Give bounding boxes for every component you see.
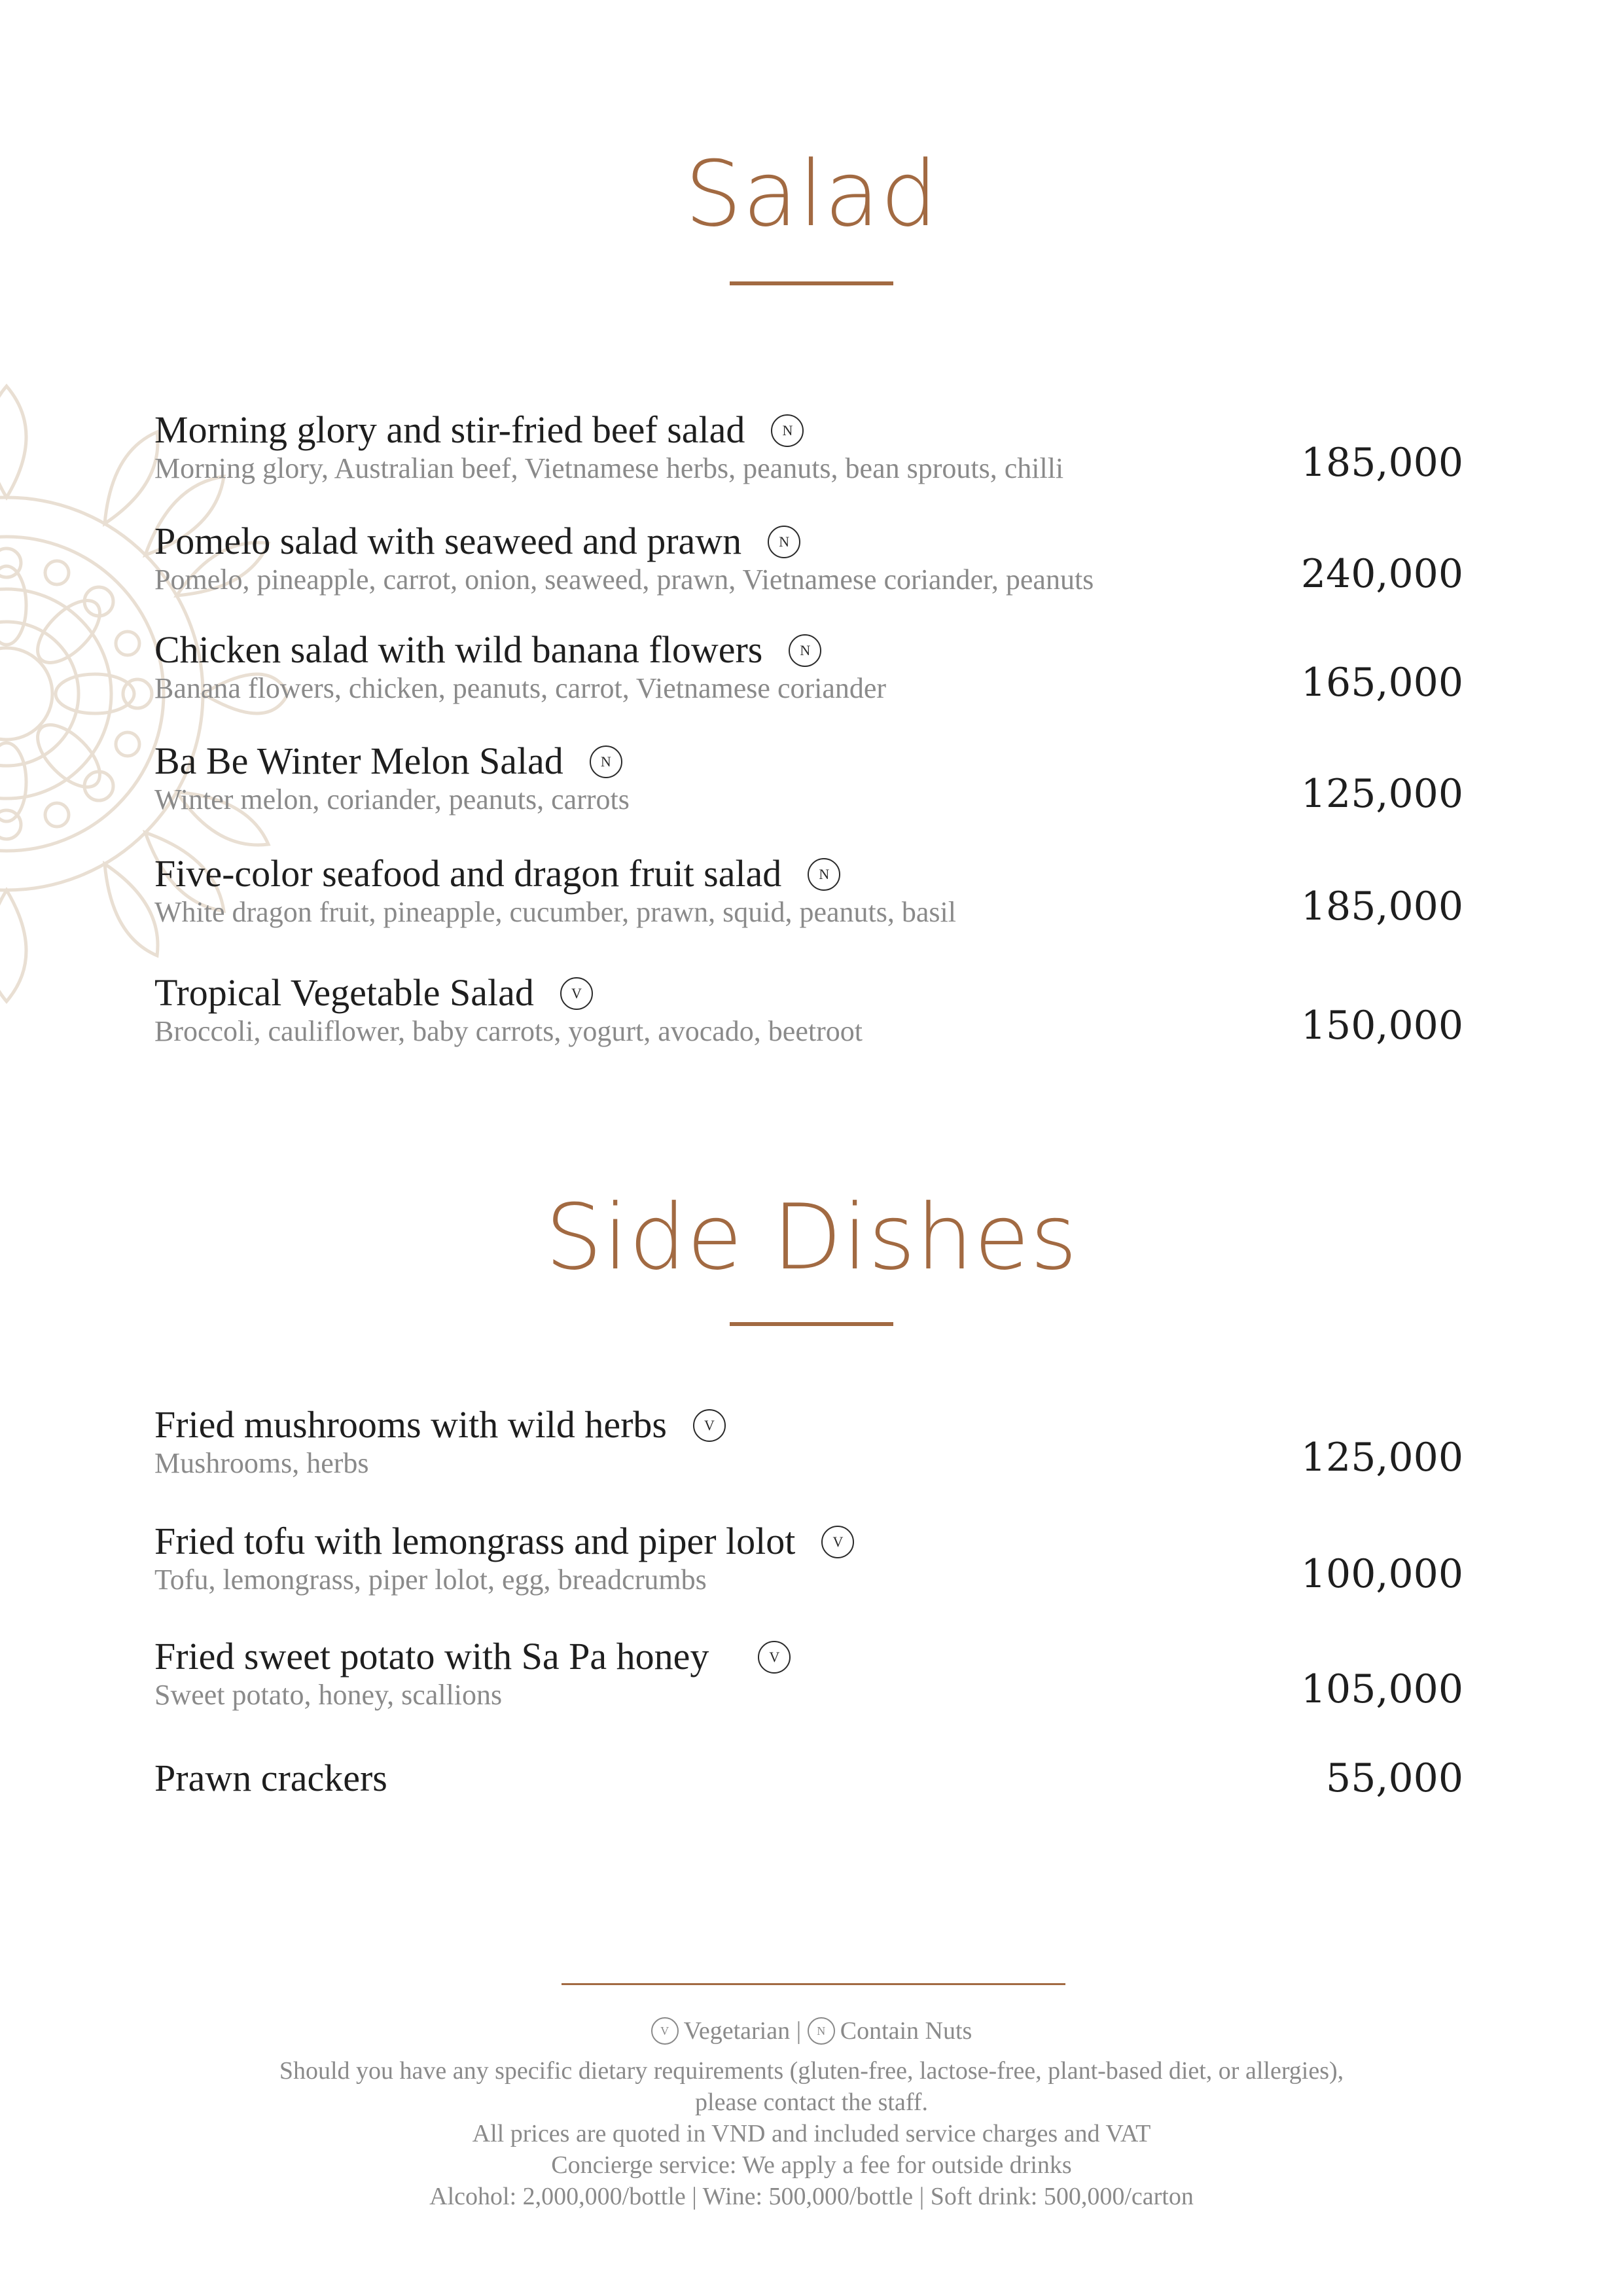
legend-vegetarian-label: Vegetarian xyxy=(683,2017,791,2045)
nuts-badge-icon: N xyxy=(808,2017,835,2045)
item-name: Ba Be Winter Melon Salad xyxy=(154,740,563,782)
outside-drinks-fees: Alcohol: 2,000,000/bottle | Wine: 500,000/bottle | Soft drink: 500,000/carton xyxy=(429,2183,1194,2210)
salad-section-title: Salad xyxy=(685,141,938,247)
item-name: Morning glory and stir-fried beef salad xyxy=(154,408,745,451)
item-description: Broccoli, cauliflower, baby carrots, yogurt, avocado, beetroot xyxy=(154,1015,863,1047)
item-name: Prawn crackers xyxy=(154,1757,387,1799)
item-price: 125,000 xyxy=(1300,771,1463,817)
footer-notes xyxy=(131,2055,1492,2212)
item-price: 100,000 xyxy=(1300,1551,1463,1597)
menu-item xyxy=(154,518,1463,617)
menu-item xyxy=(154,1634,1463,1732)
nuts-badge-icon: N xyxy=(771,414,804,447)
item-price: 185,000 xyxy=(1300,884,1463,929)
item-name: Tropical Vegetable Salad xyxy=(154,971,534,1014)
item-description: Winter melon, coriander, peanuts, carrots xyxy=(154,783,630,816)
vegetarian-badge-icon: V xyxy=(758,1641,791,1674)
item-description: White dragon fruit, pineapple, cucumber, prawn, squid, peanuts, basil xyxy=(154,896,956,928)
salad-title-divider xyxy=(730,281,893,285)
vegetarian-badge-icon: V xyxy=(693,1409,726,1442)
nuts-badge-icon: N xyxy=(789,634,821,667)
item-name: Pomelo salad with seaweed and prawn xyxy=(154,520,742,562)
nuts-badge-icon: N xyxy=(808,858,840,891)
menu-item xyxy=(154,1402,1463,1500)
item-description: Sweet potato, honey, scallions xyxy=(154,1679,503,1711)
menu-item xyxy=(154,851,1463,949)
menu-item xyxy=(154,1755,1463,1854)
item-description: Pomelo, pineapple, carrot, onion, seaweed, prawn, Vietnamese coriander, peanuts xyxy=(154,564,1094,596)
nuts-badge-icon: N xyxy=(768,526,800,558)
dietary-note: Should you have any specific dietary requirements (gluten-free, lactose-free, plant-based diet, or allergies), xyxy=(279,2057,1344,2085)
menu-item xyxy=(154,970,1463,1068)
vegetarian-badge-icon: V xyxy=(651,2017,679,2045)
badge-legend xyxy=(0,2015,1623,2047)
side-dishes-section-title: Side Dishes xyxy=(544,1185,1079,1290)
menu-item xyxy=(154,627,1463,725)
nuts-badge-icon: N xyxy=(590,745,622,778)
item-price: 240,000 xyxy=(1300,551,1463,597)
item-price: 165,000 xyxy=(1300,660,1463,706)
side-dishes-title-divider xyxy=(730,1322,893,1326)
legend-nuts-label: Contain Nuts xyxy=(840,2017,972,2045)
vegetarian-badge-icon: V xyxy=(560,977,593,1010)
legend-separator: | xyxy=(796,2017,802,2045)
concierge-note: Concierge service: We apply a fee for outside drinks xyxy=(551,2151,1072,2179)
item-price: 150,000 xyxy=(1300,1003,1463,1049)
menu-item xyxy=(154,738,1463,836)
item-name: Fried tofu with lemongrass and piper lolot xyxy=(154,1520,796,1562)
price-note: All prices are quoted in VND and included service charges and VAT xyxy=(472,2120,1151,2147)
item-description: Morning glory, Australian beef, Vietnamese herbs, peanuts, bean sprouts, chilli xyxy=(154,452,1064,484)
item-name: Fried sweet potato with Sa Pa honey xyxy=(154,1635,709,1677)
item-price: 55,000 xyxy=(1326,1755,1463,1801)
item-price: 105,000 xyxy=(1300,1666,1463,1712)
footer-divider xyxy=(562,1983,1065,1985)
item-name: Five-color seafood and dragon fruit salad xyxy=(154,852,782,895)
item-price: 125,000 xyxy=(1300,1435,1463,1480)
menu-item xyxy=(154,1518,1463,1617)
item-price: 185,000 xyxy=(1300,440,1463,486)
vegetarian-badge-icon: V xyxy=(821,1526,854,1558)
item-name: Chicken salad with wild banana flowers xyxy=(154,628,763,671)
dietary-note-contact: please contact the staff. xyxy=(695,2089,928,2116)
item-description: Banana flowers, chicken, peanuts, carrot, Vietnamese coriander xyxy=(154,672,887,704)
menu-item xyxy=(154,407,1463,505)
item-name: Fried mushrooms with wild herbs xyxy=(154,1403,667,1446)
item-description: Tofu, lemongrass, piper lolot, egg, breadcrumbs xyxy=(154,1564,707,1596)
item-description: Mushrooms, herbs xyxy=(154,1447,369,1479)
